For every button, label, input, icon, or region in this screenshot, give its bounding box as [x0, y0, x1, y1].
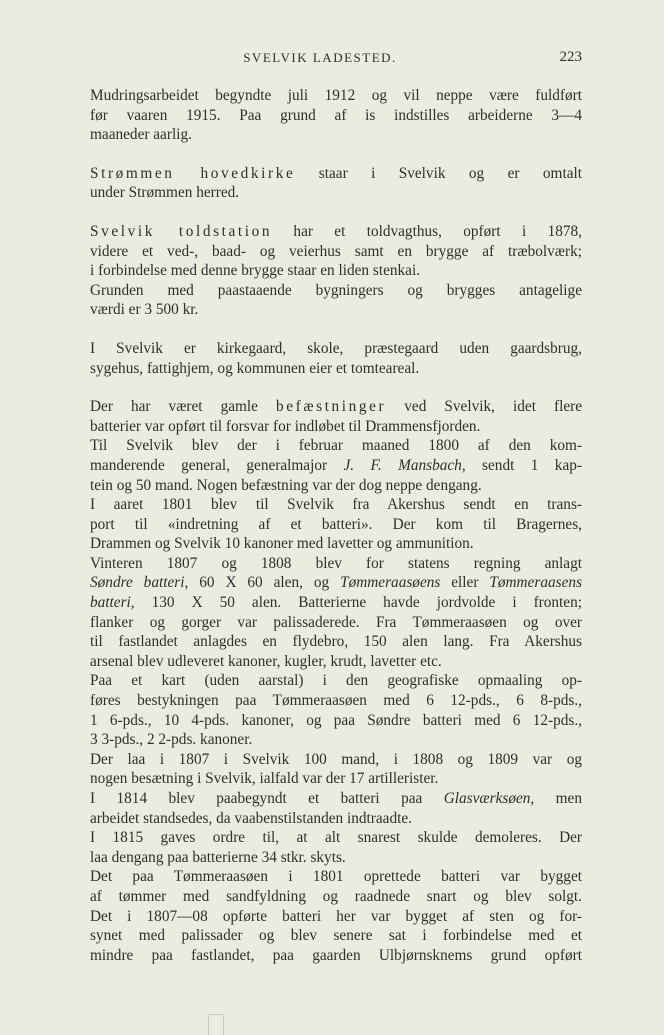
- text-line: nogen besætning i Svelvik, ialfald var der 17 artillerister.: [90, 770, 439, 788]
- text-line: [58, 573, 582, 593]
- text-line: flanker og gorger var palissaderede. Fra Tømmeraasøen og over: [90, 613, 582, 631]
- text-line: sygehus, fattighjem, og kommunen eier et tomteareal.: [90, 359, 420, 377]
- text-run: har et toldvagthus, opført i 1878,: [272, 222, 582, 240]
- text-line: I 1815 gaves ordre til, at alt snarest skulde demoleres. Der: [90, 829, 582, 847]
- text-run: 130 X 50 alen. Batterierne havde jordvolde i fronten;: [134, 594, 582, 612]
- text-line: af tømmer med sandfyldning og raadnede snart og blev solgt.: [90, 887, 582, 905]
- italic-name: Søndre batteri,: [90, 574, 189, 592]
- text-line: [58, 593, 582, 613]
- page-number: 223: [559, 49, 582, 65]
- text-run: 60 X 60 alen, og: [188, 574, 341, 592]
- paragraph: [58, 867, 582, 965]
- text-line: I Svelvik er kirkegaard, skole, præstegaard uden gaardsbrug,: [90, 339, 582, 357]
- spaced-term: befæstninger: [276, 398, 387, 416]
- paragraph: [58, 222, 582, 281]
- text-run: staar i Svelvik og er omtalt: [295, 164, 582, 182]
- text-line: i forbindelse med denne brygge staar en liden stenkai.: [90, 262, 421, 280]
- spaced-term: Strømmen hovedkirke: [90, 164, 296, 182]
- paragraph: [58, 281, 582, 320]
- text-line: under Strømmen herred.: [90, 184, 240, 202]
- text-run: manderende general, generalmajor: [90, 456, 344, 474]
- paragraph: [58, 436, 582, 495]
- paragraph: [58, 86, 582, 145]
- paragraph: [58, 339, 582, 378]
- text-line: arsenal blev udleveret kanoner, kugler, krudt, lavetter etc.: [90, 652, 442, 670]
- text-line: [58, 789, 582, 809]
- text-line: videre et ved-, baad- og veierhus samt en brygge af træbolværk;: [90, 242, 582, 260]
- text-line: Det i 1807—08 opførte batteri her var bygget af sten og for-: [90, 907, 582, 925]
- text-line: før vaaren 1915. Paa grund af is indstilles arbeiderne 3—4: [90, 106, 582, 124]
- italic-name: Tømmeraasøens: [340, 574, 441, 592]
- running-title: SVELVIK LADESTED.: [243, 50, 397, 65]
- text-line: maaneder aarlig.: [90, 126, 192, 144]
- text-line: Der laa i 1807 i Svelvik 100 mand, i 1808 og 1809 var og: [90, 750, 582, 768]
- text-run: men: [534, 790, 582, 807]
- page-header: [58, 50, 582, 70]
- body-text: [58, 86, 582, 965]
- paragraph: [58, 554, 582, 672]
- text-line: Mudringsarbeidet begyndte juli 1912 og vil neppe være fuldført: [90, 87, 582, 104]
- paragraph: [58, 671, 582, 749]
- text-line: Det paa Tømmeraasøen i 1801 oprettede batteri var bygget: [90, 868, 582, 886]
- text-line: Til Svelvik blev der i februar maaned 1800 af den kom-: [90, 437, 582, 455]
- paragraph: [58, 789, 582, 828]
- paragraph: [58, 750, 582, 789]
- text-line: til fastlandet anlagdes en flydebro, 150 alen lang. Fra Akershus: [90, 633, 582, 651]
- text-line: 1 6-pds., 10 4-pds. kanoner, og paa Søndre batteri med 6 12-pds.,: [90, 711, 582, 729]
- text-line: I aaret 1801 blev til Svelvik fra Akershus sendt en trans-: [90, 496, 582, 514]
- text-line: laa dengang paa batterierne 34 stkr. skyts.: [90, 848, 346, 866]
- text-line: Paa et kart (uden aarstal) i den geografiske opmaaling op-: [90, 672, 582, 690]
- text-run: Der har været gamle: [90, 398, 276, 416]
- text-line: Grunden med paastaaende bygningers og brygges antagelige: [90, 281, 582, 299]
- text-line: føres bestykningen paa Tømmeraasøen med 6 12-pds., 6 8-pds.,: [90, 692, 582, 710]
- text-line: arbeidet standsedes, da vaabenstilstanden indtraadte.: [90, 809, 412, 827]
- paragraph: [58, 164, 582, 203]
- text-run: I 1814 blev paabegyndt et batteri paa: [90, 790, 444, 807]
- text-line: 3 3-pds., 2 2-pds. kanoner.: [90, 731, 253, 749]
- paragraph: [58, 397, 582, 436]
- italic-name: Glasværksøen,: [443, 790, 535, 807]
- italic-name: Tømmeraasens: [489, 574, 582, 592]
- text-line: mindre paa fastlandet, paa gaarden Ulbjørnsknems grund opført: [90, 946, 582, 964]
- spaced-term: Svelvik toldstation: [90, 222, 273, 240]
- text-line: batterier var opført til forsvar for indløbet til Drammensfjorden.: [90, 417, 481, 435]
- paragraph: [58, 828, 582, 867]
- italic-name: J. F. Mansbach,: [343, 456, 466, 474]
- text-line: værdi er 3 500 kr.: [90, 301, 199, 319]
- text-line: Drammen og Svelvik 10 kanoner med lavetter og ammunition.: [90, 535, 474, 553]
- page-edge-mark: [208, 1014, 224, 1035]
- text-run: ved Svelvik, idet flere: [386, 398, 582, 416]
- text-line: [58, 164, 582, 184]
- text-line: Vinteren 1807 og 1808 blev for statens regning anlagt: [90, 554, 582, 572]
- text-line: [58, 397, 582, 417]
- text-run: sendt 1 kap-: [465, 456, 582, 474]
- text-run: eller: [440, 574, 490, 592]
- italic-name: batteri,: [90, 594, 135, 612]
- text-line: synet med palissader og blev senere sat i forbindelse med et: [90, 927, 582, 945]
- text-line: port til «indretning af et batteri». Der kom til Bragernes,: [90, 515, 582, 533]
- text-line: [58, 222, 582, 242]
- paragraph: [58, 495, 582, 554]
- text-line: [58, 456, 582, 476]
- text-line: tein og 50 mand. Nogen befæstning var der dog neppe dengang.: [90, 476, 482, 494]
